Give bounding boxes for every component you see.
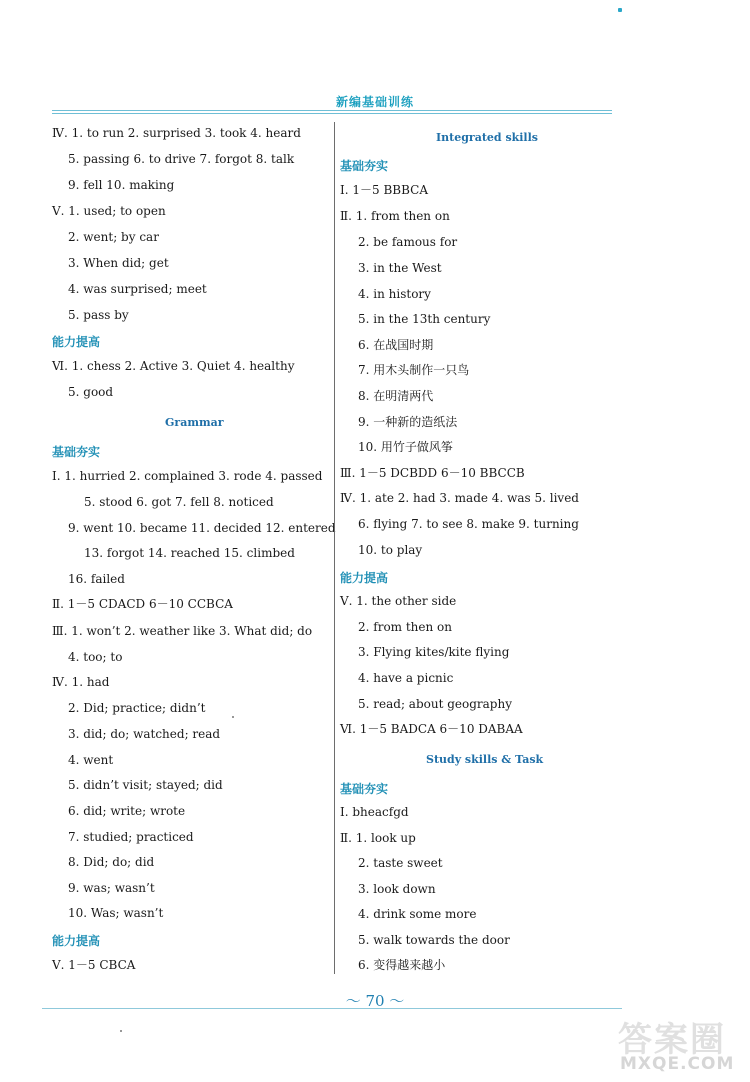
answer-line: 2. taste sweet: [358, 856, 443, 870]
answer-line: 10. Was; wasn’t: [68, 906, 164, 920]
answer-line: 5. stood 6. got 7. fell 8. noticed: [84, 495, 274, 509]
answer-line: 10. 用竹子做风筝: [358, 440, 453, 454]
answer-line: Ⅰ. bheacfgd: [340, 805, 409, 819]
answer-line: 4. have a picnic: [358, 671, 454, 685]
column-divider: [334, 122, 335, 974]
answer-line: Ⅳ. 1. ate 2. had 3. made 4. was 5. lived: [340, 491, 579, 505]
answer-line: 5. didn’t visit; stayed; did: [68, 778, 223, 792]
answer-line: Ⅰ. 1－5 BBBCA: [340, 183, 428, 197]
footer-rule: [42, 1008, 622, 1009]
answer-line: 8. Did; do; did: [68, 855, 155, 869]
answer-line: 4. drink some more: [358, 907, 477, 921]
section-heading: 能力提高: [340, 571, 389, 585]
answer-line: 13. forgot 14. reached 15. climbed: [84, 546, 295, 560]
section-heading: 基础夯实: [340, 782, 389, 796]
speck: [120, 1030, 122, 1032]
answer-line: 4. in history: [358, 287, 431, 301]
answer-line: 9. went 10. became 11. decided 12. entered: [68, 521, 336, 535]
answer-line: 7. studied; practiced: [68, 830, 194, 844]
answer-line: Ⅳ. 1. had: [52, 675, 110, 689]
watermark-logo: 答案圈: [618, 1020, 726, 1060]
answer-line: 16. failed: [68, 572, 125, 586]
answer-line: 3. look down: [358, 882, 436, 896]
header-title: 新编基础训练: [335, 95, 414, 109]
answer-line: 9. was; wasn’t: [68, 881, 155, 895]
corner-mark: [618, 8, 622, 12]
answer-line: 2. be famous for: [358, 235, 458, 249]
answer-line: 4. went: [68, 753, 114, 767]
answer-line: 3. in the West: [358, 261, 442, 275]
answer-line: 5. walk towards the door: [358, 933, 510, 947]
answer-line: Ⅵ. 1－5 BADCA 6－10 DABAA: [340, 722, 523, 736]
answer-line: 3. did; do; watched; read: [68, 727, 221, 741]
answer-line: 6. did; write; wrote: [68, 804, 186, 818]
answer-line: Ⅱ. 1. from then on: [340, 209, 450, 223]
watermark: [618, 1010, 748, 1078]
answer-line: 5. good: [68, 385, 114, 399]
answer-line: Ⅰ. 1. hurried 2. complained 3. rode 4. passed: [52, 469, 323, 483]
answer-line: 6. 变得越来越小: [358, 958, 446, 972]
answer-line: 8. 在明清两代: [358, 389, 434, 403]
page-number: ～ 70 ～: [345, 992, 405, 1010]
answer-line: Ⅱ. 1－5 CDACD 6－10 CCBCA: [52, 597, 233, 611]
answer-line: 4. too; to: [68, 650, 123, 664]
answer-line: 7. 用木头制作一只鸟: [358, 363, 470, 377]
answer-line: Ⅲ. 1. won’t 2. weather like 3. What did; do: [52, 624, 313, 638]
answer-line: 3. When did; get: [68, 256, 169, 270]
section-heading: 能力提高: [52, 335, 101, 349]
answer-line: 4. was surprised; meet: [68, 282, 207, 296]
subsection-title: Grammar: [165, 416, 224, 429]
subsection-title: Integrated skills: [436, 131, 538, 144]
answer-line: 9. 一种新的造纸法: [358, 415, 458, 429]
answer-line: Ⅱ. 1. look up: [340, 831, 416, 845]
answer-line: 6. 在战国时期: [358, 338, 434, 352]
answer-line: 5. in the 13th century: [358, 312, 491, 326]
answer-line: Ⅴ. 1. used; to open: [52, 204, 166, 218]
answer-line: 2. from then on: [358, 620, 453, 634]
section-heading: 基础夯实: [52, 445, 101, 459]
answer-line: Ⅴ. 1－5 CBCA: [52, 958, 136, 972]
answer-line: 3. Flying kites/kite flying: [358, 645, 510, 659]
answer-line: 5. read; about geography: [358, 697, 512, 711]
answer-line: 9. fell 10. making: [68, 178, 175, 192]
header-rule-secondary: [52, 113, 612, 114]
answer-line: Ⅳ. 1. to run 2. surprised 3. took 4. heard: [52, 126, 301, 140]
answer-line: 10. to play: [358, 543, 423, 557]
answer-line: 2. went; by car: [68, 230, 159, 244]
answer-line: Ⅴ. 1. the other side: [340, 594, 457, 608]
answer-line: 5. pass by: [68, 308, 129, 322]
watermark-url: MXQE.COM: [620, 1054, 735, 1074]
answer-line: Ⅵ. 1. chess 2. Active 3. Quiet 4. healthy: [52, 359, 295, 373]
answer-line: 5. passing 6. to drive 7. forgot 8. talk: [68, 152, 295, 166]
answer-line: 6. flying 7. to see 8. make 9. turning: [358, 517, 579, 531]
answer-line: Ⅲ. 1－5 DCBDD 6－10 BBCCB: [340, 466, 525, 480]
header-rule: [52, 110, 612, 111]
section-heading: 基础夯实: [340, 159, 389, 173]
speck: [232, 716, 234, 718]
answer-line: 2. Did; practice; didn’t: [68, 701, 206, 715]
section-heading: 能力提高: [52, 934, 101, 948]
subsection-title: Study skills & Task: [426, 753, 544, 766]
